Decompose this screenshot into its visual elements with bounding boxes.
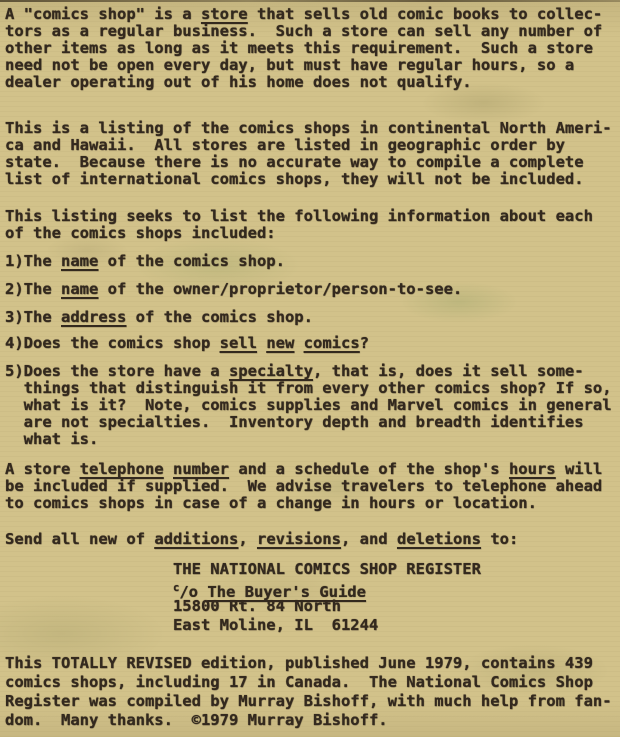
phone-hours-paragraph (5, 461, 620, 512)
document-line (5, 414, 620, 431)
text-run: will (555, 459, 603, 478)
text-run: dealer operating out of his home does not qualify. (5, 72, 472, 91)
superscript-char: c (172, 581, 180, 594)
underlined-term: store (200, 5, 248, 23)
document-line (5, 363, 620, 380)
text-run: be included if supplied. We advise travelers to telephone ahead (5, 476, 603, 495)
text-run: and a schedule of the shop's (229, 459, 509, 478)
document-line (5, 57, 620, 74)
text-run: of the comics shop. (126, 307, 313, 326)
text-run: list of international comics shops, they will not be included. (5, 170, 584, 189)
text-run: This TOTALLY REVISED edition, published June 1979, contains 439 (5, 654, 593, 673)
text-run (164, 460, 173, 478)
document-line (5, 711, 620, 730)
text-run: Register was compiled by Murray Bishoff, with much help from fan- (5, 692, 612, 711)
text-run: ? (359, 334, 369, 353)
listing-scope-paragraph (5, 120, 620, 188)
text-run: 5)Does the store have a (5, 362, 229, 381)
document-line (5, 23, 620, 40)
document-line (5, 253, 620, 270)
text-run (294, 334, 303, 352)
document-line (5, 154, 620, 171)
underlined-term: name (61, 279, 99, 298)
text-run: 1)The (5, 251, 61, 270)
underlined-term: sell (219, 334, 257, 353)
text-run: East Moline, IL 61244 (172, 615, 379, 634)
document-line (5, 6, 620, 23)
text-run: /o (179, 582, 208, 601)
document-line (5, 281, 620, 298)
intro-paragraph (5, 6, 620, 90)
text-run: things that distinguish it from every other comics shop? If so, (5, 379, 612, 398)
document-line (5, 225, 620, 242)
text-run: Send all new of (5, 530, 155, 549)
text-run: need not be open every day, but must have regular hours, so a (5, 55, 575, 74)
list-item-1 (5, 253, 620, 270)
text-run: 15800 Rt. 84 North (172, 597, 341, 616)
text-run: THE NATIONAL COMICS SHOP REGISTER (172, 560, 481, 579)
document-line (5, 380, 620, 397)
text-run: are not specialties. Inventory depth and breadth identifies (5, 413, 584, 432)
text-run: , and (340, 530, 397, 549)
underlined-term: additions (154, 530, 239, 549)
text-run: dom. Many thanks. ©1979 Murray Bishoff. (5, 711, 388, 730)
document-line (5, 137, 620, 154)
document-line (5, 692, 620, 711)
listing-seeks-paragraph (5, 208, 620, 242)
text-run: tors as a regular business. Such a store can sell any number of (5, 21, 603, 40)
text-run: state. Because there is no accurate way to compile a complete (5, 153, 584, 172)
document-line (5, 309, 620, 326)
document-line (5, 654, 620, 673)
list-item-5 (5, 363, 620, 447)
list-item-2 (5, 281, 620, 298)
underlined-term: hours (508, 459, 556, 478)
underlined-term: new (266, 334, 295, 353)
underlined-term: revisions (256, 530, 341, 549)
document-line (5, 74, 620, 91)
text-run: , (238, 530, 257, 549)
text-run: of the comics shop. (98, 251, 285, 270)
document-line (5, 335, 620, 352)
send-updates-line (5, 531, 620, 548)
text-run: 2)The (5, 279, 61, 298)
document-line (5, 478, 620, 495)
document-line (5, 397, 620, 414)
text-run: This is a listing of the comics shops in continental North Ameri- (5, 119, 612, 138)
underlined-term: specialty (228, 362, 313, 381)
text-run: of the comics shops included: (5, 223, 276, 242)
underlined-term: address (61, 307, 127, 326)
document-line (5, 461, 620, 478)
text-run: that sells old comic books to collec- (247, 5, 603, 23)
text-run: comics shops, including 17 in Canada. The National Comics Shop (5, 673, 593, 692)
underlined-term: deletions (396, 530, 481, 549)
document-line (173, 597, 620, 616)
text-run (257, 334, 266, 352)
document-line (5, 120, 620, 137)
underlined-term: number (173, 459, 229, 478)
typewritten-page (5, 6, 620, 730)
edition-note-paragraph (5, 654, 620, 730)
text-run: of the owner/proprietor/person-to-see. (98, 279, 463, 298)
document-line (173, 560, 620, 579)
underlined-term: name (61, 251, 99, 270)
text-run: ca and Hawaii. All stores are listed in geographic order by (5, 136, 565, 155)
document-line (5, 531, 620, 548)
document-line (5, 171, 620, 188)
text-run: A "comics shop" is a (5, 5, 201, 23)
document-line (5, 673, 620, 692)
text-run: other items as long as it meets this requirement. Such a store (5, 38, 593, 57)
text-run: to comics shops in case of a change in hours or location. (5, 493, 537, 512)
document-line (172, 579, 620, 601)
underlined-term: comics (303, 334, 360, 353)
text-run: what is. (5, 429, 99, 448)
text-run: 4)Does the comics shop (5, 334, 220, 353)
text-run: This listing seeks to list the following information about each (5, 207, 593, 226)
document-line (5, 431, 620, 448)
document-line (173, 616, 620, 635)
text-run: A store (5, 459, 80, 478)
underlined-term: telephone (79, 459, 164, 478)
document-line (5, 40, 620, 57)
document-line (5, 208, 620, 225)
register-address-block (173, 560, 620, 634)
list-item-4 (5, 335, 620, 352)
text-run: 3)The (5, 307, 61, 326)
text-run: , that is, does it sell some- (312, 362, 584, 381)
text-run: what is it? Note, comics supplies and Marvel comics in general (5, 396, 612, 415)
list-item-3 (5, 309, 620, 326)
underlined-term: The Buyer's Guide (207, 582, 366, 601)
text-run: to: (480, 530, 519, 549)
document-line (5, 495, 620, 512)
